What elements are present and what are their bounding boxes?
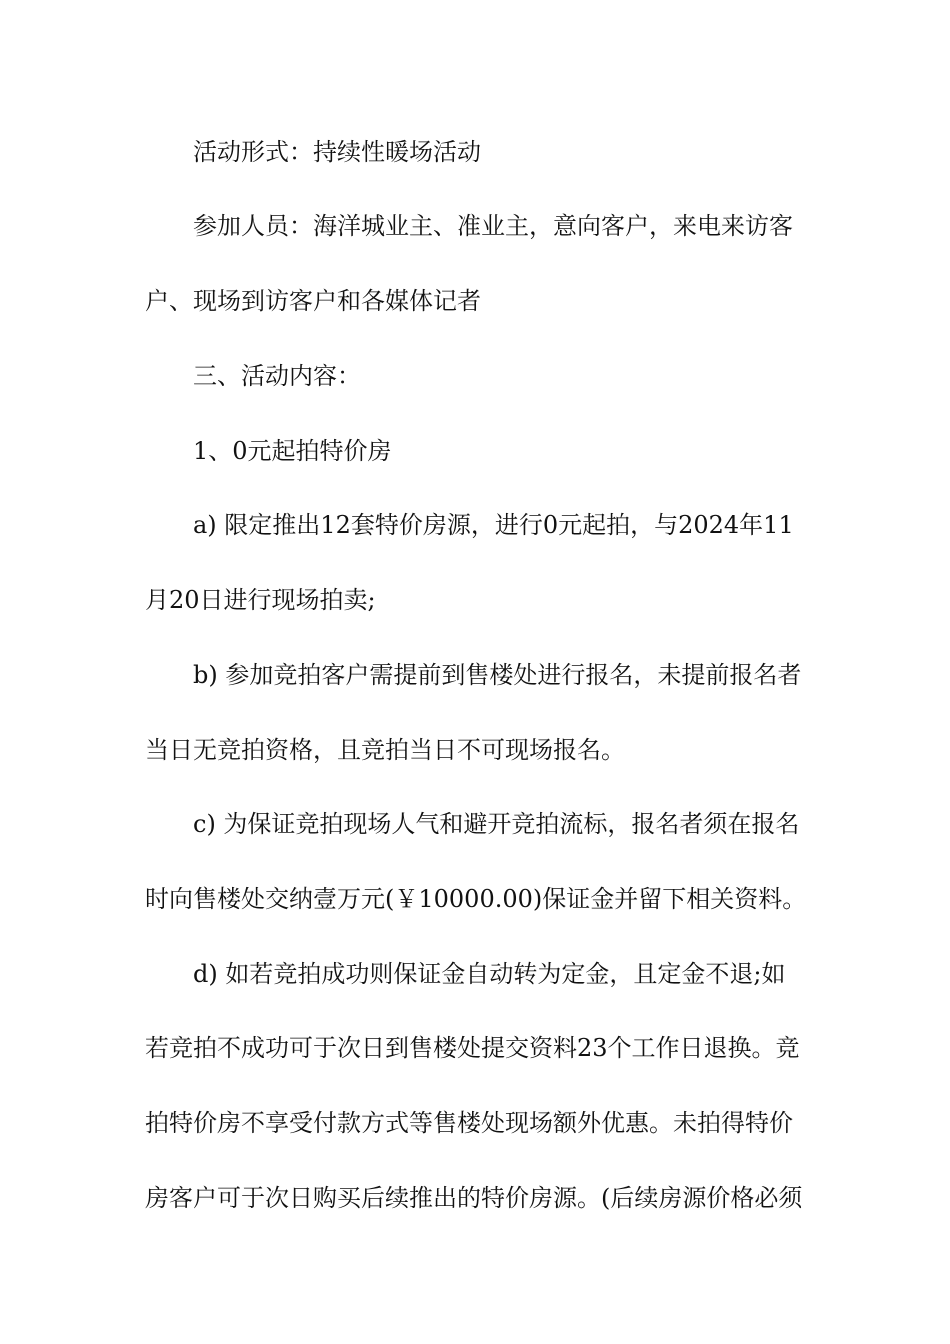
paragraph-activity-form: 活动形式：持续性暖场活动 bbox=[193, 138, 481, 166]
list-item-c: c) 为保证竞拍现场人气和避开竞拍流标，报名者须在报名 bbox=[193, 810, 800, 838]
list-item-b: b) 参加竞拍客户需提前到售楼处进行报名，未提前报名者 bbox=[193, 661, 802, 689]
list-item-a: a) 限定推出12套特价房源，进行0元起拍，与2024年11 bbox=[193, 511, 794, 539]
list-item-a-continued: 月20日进行现场拍卖; bbox=[145, 586, 376, 614]
list-item-c-continued: 时向售楼处交纳壹万元(￥10000.00)保证金并留下相关资料。 bbox=[145, 885, 807, 913]
list-item-b-continued: 当日无竞拍资格，且竞拍当日不可现场报名。 bbox=[145, 736, 625, 764]
list-item-d-continued-3: 房客户可于次日购买后续推出的特价房源。(后续房源价格必须 bbox=[145, 1184, 803, 1212]
paragraph-participants-continued: 户、现场到访客户和各媒体记者 bbox=[145, 287, 481, 315]
list-item-d-continued-1: 若竞拍不成功可于次日到售楼处提交资料23个工作日退换。竞 bbox=[145, 1034, 800, 1062]
list-item-d-continued-2: 拍特价房不享受付款方式等售楼处现场额外优惠。未拍得特价 bbox=[145, 1109, 793, 1137]
paragraph-participants: 参加人员：海洋城业主、准业主，意向客户，来电来访客 bbox=[193, 212, 793, 240]
subheading-zero-start-auction: 1、0元起拍特价房 bbox=[193, 437, 392, 465]
list-item-d: d) 如若竞拍成功则保证金自动转为定金，且定金不退;如 bbox=[193, 960, 786, 988]
section-heading-activity-content: 三、活动内容： bbox=[193, 362, 361, 390]
